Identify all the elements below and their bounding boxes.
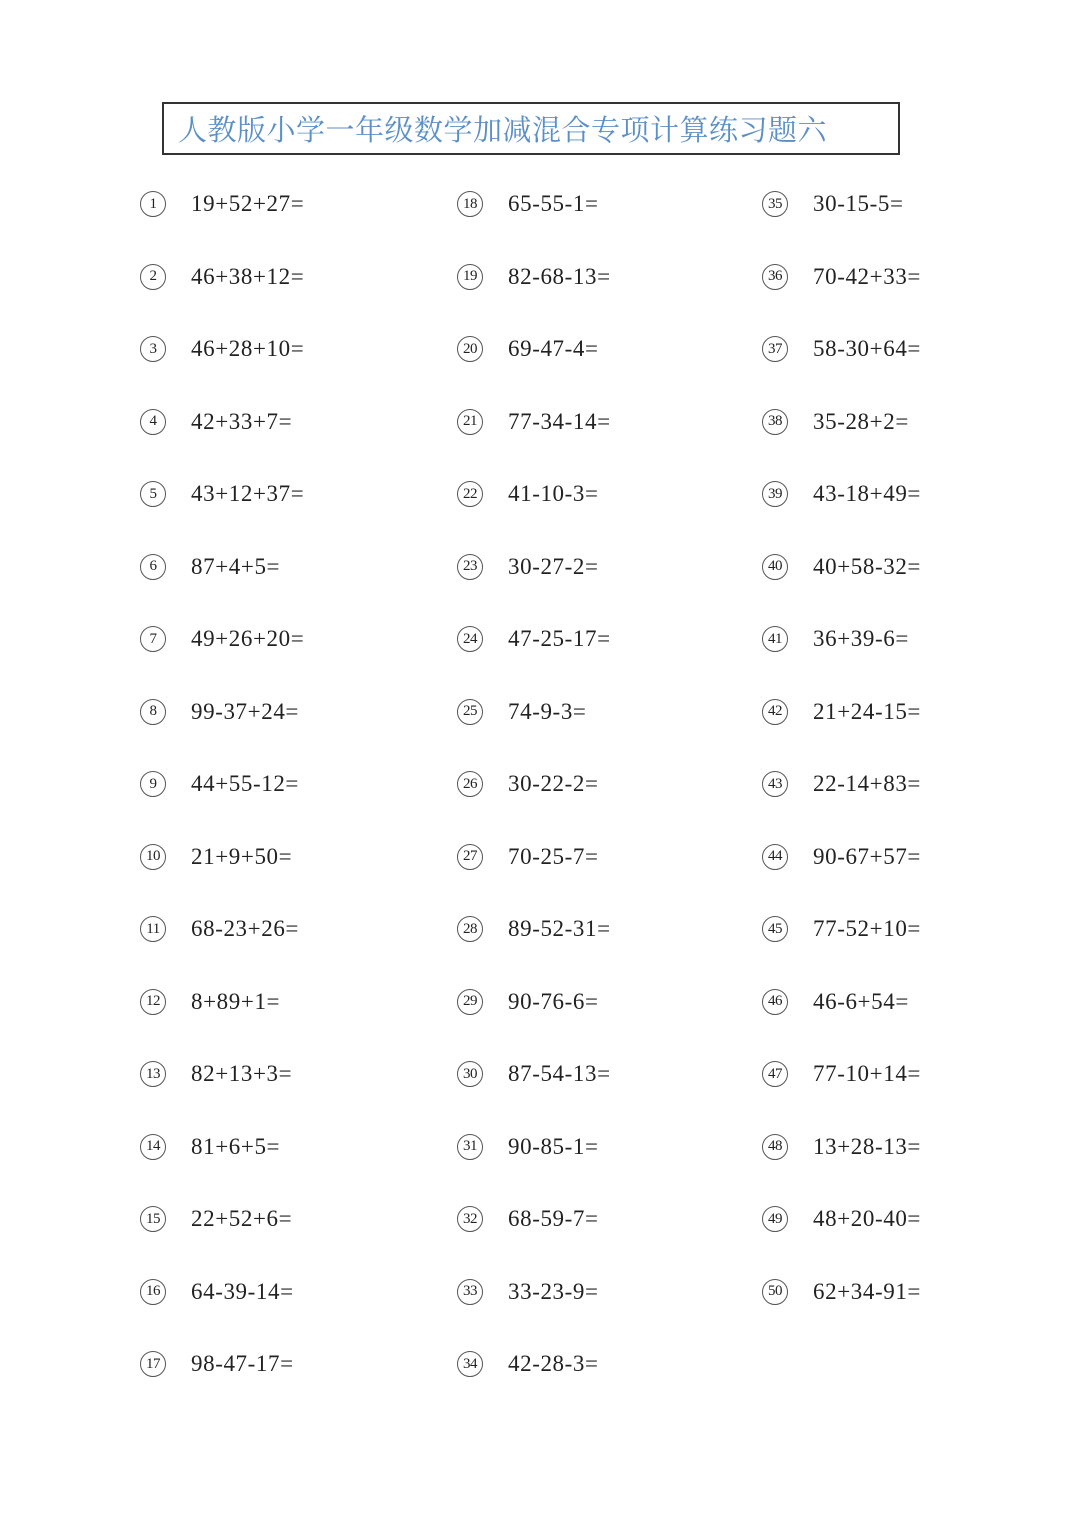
problem-item <box>762 329 921 369</box>
problem-expression: 70-42+33= <box>813 263 922 289</box>
problem-item <box>140 1054 292 1094</box>
problem-number: 14 <box>140 1134 166 1160</box>
problem-item <box>140 764 299 804</box>
problem-number: 2 <box>140 264 166 290</box>
problem-item <box>140 837 292 877</box>
problem-number: 31 <box>457 1134 483 1160</box>
problem-item <box>762 474 921 514</box>
problem-expression: 65-55-1= <box>508 191 599 216</box>
problem-number: 39 <box>762 481 788 507</box>
problem-item <box>762 184 904 224</box>
problem-item <box>762 547 921 587</box>
problem-number: 34 <box>457 1351 483 1377</box>
problem-number: 22 <box>457 481 483 507</box>
problem-number: 5 <box>140 481 166 507</box>
problem-expression: 47-25-17= <box>508 626 611 651</box>
problem-item <box>762 1272 921 1312</box>
problem-expression: 8+89+1= <box>191 988 281 1014</box>
problem-item <box>140 619 304 659</box>
problem-item <box>457 909 611 949</box>
problem-number: 36 <box>762 264 788 290</box>
problem-number: 24 <box>457 626 483 652</box>
problem-number: 20 <box>457 336 483 362</box>
problem-item <box>762 692 921 732</box>
problem-expression: 22-14+83= <box>813 771 922 796</box>
problem-item <box>762 1199 921 1239</box>
problem-item <box>457 547 599 587</box>
problem-expression: 98-47-17= <box>191 1351 294 1376</box>
problem-item <box>140 1127 280 1167</box>
problem-number: 35 <box>762 191 788 217</box>
problem-number: 7 <box>140 626 166 652</box>
problem-item <box>140 692 299 732</box>
problem-expression: 19+52+27= <box>191 191 305 216</box>
problem-number: 13 <box>140 1061 166 1087</box>
problem-expression: 64-39-14= <box>191 1278 294 1304</box>
problem-item <box>762 837 921 877</box>
problem-number: 47 <box>762 1061 788 1087</box>
problem-expression: 68-23+26= <box>191 916 300 941</box>
problem-expression: 82+13+3= <box>191 1061 293 1086</box>
problem-number: 50 <box>762 1279 788 1305</box>
problem-number: 12 <box>140 989 166 1015</box>
problem-number: 26 <box>457 771 483 797</box>
problem-number: 40 <box>762 554 788 580</box>
problem-number: 30 <box>457 1061 483 1087</box>
problem-expression: 77-52+10= <box>813 916 922 941</box>
problem-number: 44 <box>762 844 788 870</box>
problem-expression: 49+26+20= <box>191 626 305 651</box>
problem-expression: 99-37+24= <box>191 698 300 724</box>
problem-item <box>762 1127 921 1167</box>
problem-number: 37 <box>762 336 788 362</box>
problem-number: 15 <box>140 1206 166 1232</box>
problem-item <box>140 909 299 949</box>
worksheet-title-box <box>162 102 900 155</box>
problem-item <box>140 329 304 369</box>
problem-expression: 22+52+6= <box>191 1206 293 1231</box>
problem-number: 6 <box>140 554 166 580</box>
problem-item <box>140 547 280 587</box>
problem-item <box>762 619 909 659</box>
problem-number: 4 <box>140 409 166 435</box>
problem-number: 38 <box>762 409 788 435</box>
problem-expression: 82-68-13= <box>508 263 611 289</box>
problem-number: 16 <box>140 1279 166 1305</box>
problem-item <box>457 184 599 224</box>
problem-number: 43 <box>762 771 788 797</box>
problem-number: 1 <box>140 191 166 217</box>
problem-item <box>457 257 611 297</box>
problem-expression: 41-10-3= <box>508 481 599 506</box>
problem-number: 21 <box>457 409 483 435</box>
problem-item <box>457 764 599 804</box>
problem-number: 9 <box>140 771 166 797</box>
problem-item <box>762 257 921 297</box>
problem-item <box>457 474 599 514</box>
problem-item <box>140 474 304 514</box>
problem-item <box>457 982 599 1022</box>
problem-number: 46 <box>762 989 788 1015</box>
problem-expression: 74-9-3= <box>508 698 587 724</box>
problem-number: 8 <box>140 699 166 725</box>
worksheet-title: 人教版小学一年级数学加减混合专项计算练习题六 <box>178 113 828 147</box>
problem-number: 32 <box>457 1206 483 1232</box>
problem-number: 18 <box>457 191 483 217</box>
problem-expression: 62+34-91= <box>813 1278 922 1304</box>
problem-item <box>457 619 611 659</box>
problem-expression: 21+9+50= <box>191 843 293 869</box>
problem-item <box>762 909 921 949</box>
problem-expression: 46+38+12= <box>191 263 305 289</box>
problem-number: 23 <box>457 554 483 580</box>
problem-item <box>457 692 587 732</box>
problem-item <box>140 184 304 224</box>
problem-number: 41 <box>762 626 788 652</box>
problem-expression: 30-15-5= <box>813 191 904 216</box>
problem-expression: 46-6+54= <box>813 988 909 1014</box>
problem-number: 27 <box>457 844 483 870</box>
problem-expression: 90-85-1= <box>508 1133 599 1159</box>
problem-expression: 77-34-14= <box>508 408 611 434</box>
problem-expression: 36+39-6= <box>813 626 909 651</box>
problem-item <box>457 402 611 442</box>
problem-number: 33 <box>457 1279 483 1305</box>
problem-item <box>457 1054 611 1094</box>
problem-number: 45 <box>762 916 788 942</box>
problem-expression: 30-22-2= <box>508 771 599 796</box>
problem-number: 11 <box>140 916 166 942</box>
problem-expression: 87+4+5= <box>191 553 281 579</box>
problem-expression: 33-23-9= <box>508 1278 599 1304</box>
problem-item <box>140 1199 292 1239</box>
problem-expression: 48+20-40= <box>813 1206 922 1231</box>
problem-expression: 81+6+5= <box>191 1133 281 1159</box>
problem-item <box>457 1344 599 1384</box>
problem-number: 19 <box>457 264 483 290</box>
problem-item <box>457 837 599 877</box>
problem-expression: 89-52-31= <box>508 916 611 941</box>
problem-expression: 70-25-7= <box>508 843 599 869</box>
problem-item <box>140 402 292 442</box>
problem-item <box>140 1344 294 1384</box>
problem-item <box>457 329 599 369</box>
problem-expression: 30-27-2= <box>508 553 599 579</box>
problem-item <box>140 1272 294 1312</box>
problem-number: 17 <box>140 1351 166 1377</box>
problem-expression: 40+58-32= <box>813 553 922 579</box>
problem-number: 29 <box>457 989 483 1015</box>
problem-item <box>762 1054 921 1094</box>
problem-expression: 42-28-3= <box>508 1351 599 1376</box>
problem-expression: 58-30+64= <box>813 336 922 361</box>
problem-number: 25 <box>457 699 483 725</box>
problem-number: 3 <box>140 336 166 362</box>
problem-number: 42 <box>762 699 788 725</box>
problem-item <box>457 1199 599 1239</box>
problem-item <box>762 982 909 1022</box>
problem-expression: 13+28-13= <box>813 1133 922 1159</box>
problem-item <box>457 1272 599 1312</box>
problem-number: 49 <box>762 1206 788 1232</box>
problem-expression: 77-10+14= <box>813 1061 922 1086</box>
problem-expression: 44+55-12= <box>191 771 300 796</box>
problem-expression: 69-47-4= <box>508 336 599 361</box>
problem-expression: 90-67+57= <box>813 843 922 869</box>
problem-expression: 43-18+49= <box>813 481 922 506</box>
problem-expression: 46+28+10= <box>191 336 305 361</box>
problem-item <box>762 402 909 442</box>
problem-number: 48 <box>762 1134 788 1160</box>
problem-item <box>140 982 280 1022</box>
problem-number: 10 <box>140 844 166 870</box>
problem-expression: 35-28+2= <box>813 408 909 434</box>
problem-expression: 42+33+7= <box>191 408 293 434</box>
problem-item <box>457 1127 599 1167</box>
problem-expression: 90-76-6= <box>508 988 599 1014</box>
problem-expression: 68-59-7= <box>508 1206 599 1231</box>
problem-expression: 87-54-13= <box>508 1061 611 1086</box>
problem-item <box>140 257 304 297</box>
problem-expression: 43+12+37= <box>191 481 305 506</box>
problem-item <box>762 764 921 804</box>
problem-expression: 21+24-15= <box>813 698 922 724</box>
problem-number: 28 <box>457 916 483 942</box>
